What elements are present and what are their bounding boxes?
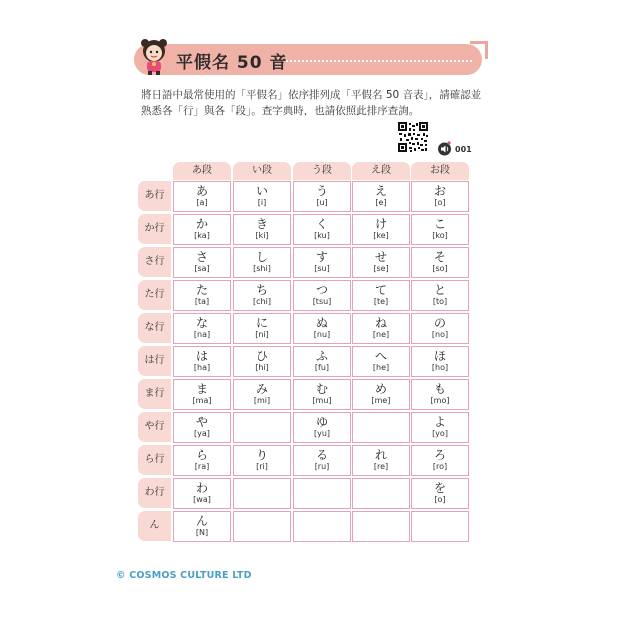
kana-character: い	[255, 184, 268, 198]
kana-character: ふ	[315, 349, 328, 363]
romaji-label: [ma]	[192, 396, 212, 405]
kana-cell	[173, 280, 231, 311]
kana-character: ら	[195, 448, 208, 462]
kana-character: わ	[195, 481, 208, 495]
kana-character: あ	[195, 184, 208, 198]
romaji-label: [te]	[373, 297, 389, 306]
kana-cell	[173, 313, 231, 344]
romaji-label: [ne]	[372, 330, 390, 339]
kana-character: う	[315, 184, 328, 198]
kana-cell	[233, 181, 291, 212]
romaji-label: [ri]	[256, 462, 268, 471]
kana-character: こ	[433, 217, 446, 231]
kana-character: も	[433, 382, 446, 396]
kana-cell	[293, 511, 351, 542]
kana-character: ち	[255, 283, 268, 297]
kana-cell	[411, 181, 469, 212]
column-header: あ段	[173, 162, 231, 180]
kana-cell	[411, 412, 469, 443]
kana-character: と	[433, 283, 446, 297]
kana-cell	[233, 214, 291, 245]
kana-character: そ	[433, 250, 446, 264]
row-label: ま行	[138, 379, 171, 409]
romaji-label: [no]	[431, 330, 449, 339]
kana-cell	[411, 445, 469, 476]
kana-cell	[173, 181, 231, 212]
kana-cell	[173, 478, 231, 509]
kana-character: な	[195, 316, 208, 330]
row-label: た行	[138, 280, 171, 310]
romaji-label: [to]	[432, 297, 448, 306]
kana-character: き	[255, 217, 268, 231]
row-label: ん	[138, 511, 171, 541]
romaji-label: [yu]	[313, 429, 331, 438]
kana-character: め	[374, 382, 387, 396]
kana-cell	[411, 313, 469, 344]
kana-character: て	[374, 283, 387, 297]
romaji-label: [ya]	[194, 429, 210, 438]
romaji-label: [o]	[434, 495, 446, 504]
romaji-label: [ta]	[194, 297, 210, 306]
kana-cell	[233, 379, 291, 410]
kana-cell	[352, 247, 410, 278]
romaji-label: [ha]	[193, 363, 211, 372]
kana-character: は	[195, 349, 208, 363]
romaji-label: [ka]	[194, 231, 210, 240]
kana-cell	[411, 346, 469, 377]
kana-character: ん	[195, 514, 208, 528]
kana-character: り	[255, 448, 268, 462]
romaji-label: [tsu]	[312, 297, 332, 306]
kana-character: か	[195, 217, 208, 231]
romaji-label: [ku]	[314, 231, 330, 240]
romaji-label: [e]	[375, 198, 387, 207]
kana-cell	[233, 280, 291, 311]
mascot-icon	[137, 38, 171, 76]
kana-cell	[293, 313, 351, 344]
romaji-label: [ro]	[432, 462, 448, 471]
kana-character: た	[195, 283, 208, 297]
kana-character: の	[433, 316, 446, 330]
kana-cell	[293, 214, 351, 245]
page-title: 平假名 50 音	[176, 53, 288, 73]
kana-character: へ	[374, 349, 387, 363]
kana-character: ゆ	[315, 415, 328, 429]
romaji-label: [sa]	[194, 264, 210, 273]
kana-cell	[293, 247, 351, 278]
kana-cell	[411, 214, 469, 245]
kana-cell	[173, 511, 231, 542]
row-label: か行	[138, 214, 171, 244]
kana-character: や	[195, 415, 208, 429]
title-divider	[286, 60, 472, 62]
kana-cell	[293, 379, 351, 410]
kana-cell	[411, 478, 469, 509]
kana-cell	[352, 445, 410, 476]
kana-character: つ	[315, 283, 328, 297]
romaji-label: [shi]	[253, 264, 271, 273]
row-label: な行	[138, 313, 171, 343]
row-label: や行	[138, 412, 171, 442]
romaji-label: [mi]	[253, 396, 271, 405]
romaji-label: [yo]	[432, 429, 448, 438]
kana-cell	[293, 280, 351, 311]
row-label: あ行	[138, 181, 171, 211]
kana-cell	[293, 478, 351, 509]
kana-cell	[293, 346, 351, 377]
kana-character: す	[315, 250, 328, 264]
romaji-label: [i]	[257, 198, 267, 207]
kana-character: に	[255, 316, 268, 330]
kana-cell	[173, 412, 231, 443]
romaji-label: [na]	[193, 330, 211, 339]
kana-character: ほ	[433, 349, 446, 363]
romaji-label: [ke]	[373, 231, 389, 240]
column-header: う段	[293, 162, 351, 180]
romaji-label: [ho]	[431, 363, 449, 372]
kana-character: し	[255, 250, 268, 264]
speaker-icon[interactable]	[437, 141, 452, 156]
romaji-label: [ki]	[255, 231, 269, 240]
kana-cell	[173, 247, 231, 278]
kana-cell	[293, 412, 351, 443]
kana-cell	[352, 280, 410, 311]
kana-cell	[411, 379, 469, 410]
kana-character: む	[315, 382, 328, 396]
kana-character: る	[315, 448, 328, 462]
kana-cell	[233, 247, 291, 278]
kana-cell	[352, 379, 410, 410]
romaji-label: [re]	[373, 462, 389, 471]
kana-cell	[352, 313, 410, 344]
kana-cell	[352, 511, 410, 542]
romaji-label: [ko]	[432, 231, 448, 240]
romaji-label: [wa]	[193, 495, 211, 504]
kana-cell	[233, 445, 291, 476]
copyright-footer: © COSMOS CULTURE LTD	[116, 570, 252, 581]
romaji-label: [fu]	[314, 363, 330, 372]
kana-cell	[233, 412, 291, 443]
corner-decoration	[485, 41, 488, 59]
kana-character: さ	[195, 250, 208, 264]
kana-character: ろ	[433, 448, 446, 462]
column-header: い段	[233, 162, 291, 180]
romaji-label: [mu]	[312, 396, 332, 405]
kana-cell	[173, 346, 231, 377]
kana-cell	[352, 478, 410, 509]
kana-cell	[411, 511, 469, 542]
column-header: お段	[411, 162, 469, 180]
kana-cell	[352, 412, 410, 443]
kana-cell	[411, 247, 469, 278]
romaji-label: [u]	[316, 198, 328, 207]
kana-character: れ	[374, 448, 387, 462]
column-header: え段	[352, 162, 410, 180]
romaji-label: [a]	[196, 198, 208, 207]
audio-track-number: 001	[455, 145, 472, 154]
romaji-label: [su]	[314, 264, 330, 273]
row-label: わ行	[138, 478, 171, 508]
qr-code-icon[interactable]	[397, 121, 429, 153]
kana-cell	[352, 214, 410, 245]
romaji-label: [nu]	[313, 330, 331, 339]
romaji-label: [ru]	[314, 462, 330, 471]
kana-cell	[173, 379, 231, 410]
kana-character: お	[433, 184, 446, 198]
kana-cell	[233, 478, 291, 509]
romaji-label: [o]	[434, 198, 446, 207]
kana-character: ぬ	[315, 316, 328, 330]
row-label: ら行	[138, 445, 171, 475]
romaji-label: [N]	[195, 528, 209, 537]
kana-character: よ	[433, 415, 446, 429]
romaji-label: [ra]	[194, 462, 210, 471]
kana-character: け	[374, 217, 387, 231]
kana-character: ひ	[255, 349, 268, 363]
kana-cell	[233, 346, 291, 377]
romaji-label: [ni]	[255, 330, 269, 339]
romaji-label: [se]	[373, 264, 389, 273]
romaji-label: [hi]	[255, 363, 269, 372]
kana-cell	[173, 445, 231, 476]
kana-character: み	[255, 382, 268, 396]
kana-cell	[411, 280, 469, 311]
kana-cell	[352, 346, 410, 377]
romaji-label: [me]	[371, 396, 391, 405]
kana-character: え	[374, 184, 387, 198]
kana-cell	[233, 511, 291, 542]
kana-character: せ	[374, 250, 387, 264]
intro-text: 將日語中最常使用的「平假名」依序排列成「平假名 50 音表」，請確認並熟悉各「行」與各「段」。查字典時，也請依照此排序查詢。	[141, 89, 482, 117]
romaji-label: [so]	[432, 264, 448, 273]
kana-character: ま	[195, 382, 208, 396]
kana-cell	[293, 181, 351, 212]
kana-character: く	[315, 217, 328, 231]
romaji-label: [he]	[372, 363, 390, 372]
romaji-label: [chi]	[253, 297, 271, 306]
kana-cell	[293, 445, 351, 476]
kana-cell	[233, 313, 291, 344]
kana-cell	[352, 181, 410, 212]
kana-character: ね	[374, 316, 387, 330]
row-label: は行	[138, 346, 171, 376]
romaji-label: [mo]	[430, 396, 450, 405]
kana-cell	[173, 214, 231, 245]
kana-character: を	[433, 481, 446, 495]
row-label: さ行	[138, 247, 171, 277]
